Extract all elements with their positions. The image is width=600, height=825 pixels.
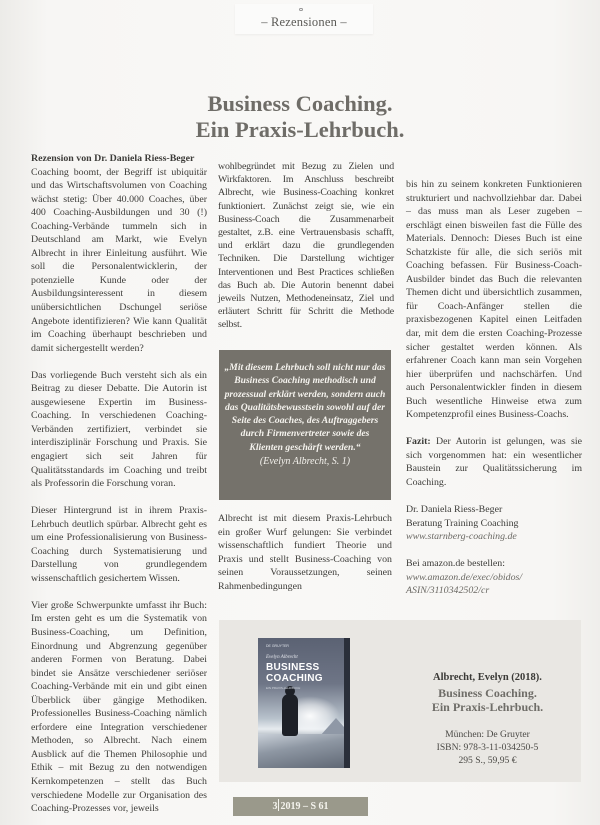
section-label: – Rezensionen – [261,15,347,29]
author-company: Beratung Training Coaching [406,517,519,529]
cover-publisher: DE GRUYTER [266,644,289,648]
fazit-paragraph [406,435,582,489]
footer-year-page: 2019 – S 61 [280,801,329,812]
book-meta [394,728,581,767]
order-label: Bei amazon.de bestellen: [406,558,505,570]
page-marker-icon [299,8,303,11]
quote-source: (Evelyn Albrecht, S. 1) [259,456,351,468]
cover-subtitle: EIN PRAXIS-LEHRBUCH [266,686,301,690]
author-name: Dr. Daniela Riess-Beger [406,504,503,516]
column-2 [218,160,394,340]
paragraph: Albrecht ist mit diesem Praxis-Lehrbuch ein großer Wurf gelungen: Sie verbindet wissenschaftlich fundiert Theorie und Praxis und stellt Business-Coaching von seinen Voraussetzungen, seinen Rahmenbedingungen [218,513,392,592]
cover-author: Evelyn Albrecht [266,655,298,660]
book-reference: Albrecht, Evelyn (2018). [433,672,542,683]
section-header [235,4,373,34]
article-title-line1: Business Coaching. [207,91,393,116]
quote-text: „Mit diesem Lehrbuch soll nicht nur das Business Coaching methodisch und prozessual erklärt werden, sondern auch das Qualitätsbewusstsein sowohl auf der Seite des Coaches, des Auftraggebers durch Firmenvertreter sowie des Klienten geschärft werden.“ [224,362,386,453]
paragraph: Coaching boomt, der Begriff ist ubiquitär und das Wirtschaftsvolumen von Coaching wächst stetig: Über 40.000 Coaches, über 400 Coaching-Ausbildungen und 30 (!) Coaching-Verbände tummeln sich in Deutschland am Markt, wie Evelyn Albrecht in ihrer Einleitung ausführt. Wie soll die Personalentwicklerin, der potenzielle Kunde oder der Ausbildungsinteressent in diesem unübersichtlichen Dschungel seriöse Angebote identifizieren? Wie kann Qualität im Coaching überhaupt beschrieben und damit sichergestellt werden? [31,166,207,354]
paragraph: Das vorliegende Buch versteht sich als ein Beitrag zu dieser Debatte. Die Autorin ist ausgewiesene Expertin im Business-Coaching. In verschiedenen Coaching-Verbänden zertifiziert, verbindet sie interdisziplinär Forschung und Praxis. Sie engagiert sich seit Jahren für Qualitätsstandards im Coaching und treibt als Professorin die Forschung voran. [31,369,207,490]
fazit-text: Der Autorin ist gelungen, was sie sich vorgenommen hat: ein wesentlicher Baustein zur Qualitätssicherung im Coaching. [406,436,582,488]
order-info [406,557,582,598]
paragraph: Dieser Hintergrund ist in ihrem Praxis-Lehrbuch deutlich spürbar. Albrecht geht es um eine Professionalisierung von Business-Coaching durch Systematisierung und Darstellung von grundlegendem wissenschaftlich gesichertem Wissen. [31,505,207,584]
pull-quote [219,350,391,500]
cover-title-line1: BUSINESS [266,662,320,673]
author-signature [406,503,582,544]
cover-title-line2: COACHING [266,673,323,684]
book-title-line2: Ein Praxis-Lehrbuch. [431,700,544,714]
footer-issue: 3 [272,801,278,812]
column-2-continued [218,512,392,607]
page-footer [233,797,368,816]
byline: Rezension von Dr. Daniela Riess-Beger [31,153,195,164]
book-cover-image [258,638,350,768]
column-3 [406,178,582,611]
book-info-panel [219,620,581,782]
amazon-link-line1[interactable]: www.amazon.de/exec/obidos/ [406,571,523,583]
paragraph: bis hin zu seinem konkreten Funktionieren strukturiert und nachvollziehbar dar. Dabei – das muss man als Leser zugeben – erschlägt einen bisweilen fast die Fülle des Materials. Dennoch: Dieses Buch ist eine Schatzkiste für alle, die sich seriös mit Coaching befassen. Für Business-Coach-Ausbilder bindet das Buch die relevanten Themen dicht und übersichtlich zusammen, für Coach-Anfänger stellen die praxisbezogenen Kapitel einen Leitfaden dar, mit dem die ersten Coaching-Prozesse sicher gestaltet werden können. Als erfahrener Coach kann man sein Vorgehen hier überprüfen und nachschärfen. Und auch Personalentwickler finden in diesem Buch wesentliche Hinweise etwa zum Kompetenzprofil eines Business-Coachs. [406,179,582,421]
article-title-line2: Ein Praxis-Lehrbuch. [195,117,405,142]
cover-title [266,662,346,684]
cover-spine-strip [344,638,350,768]
amazon-link-line2[interactable]: ASIN/3110342502/cr [406,585,490,597]
paragraph: wohlbegründet mit Bezug zu Zielen und Wirkfaktoren. Im Anschluss beschreibt Albrecht, wie Business-Coaching konkret funktioniert. Zunächst zeigt sie, wie ein Business-Coach die Zusammenarbeit gestaltet, z.B. eine Vertrauensbasis schafft, und erklärt dazu die grundlegenden Techniken. Die Darstellung wichtiger Interventionen und Best Practices schließen das Buch ab. Die Autorin benennt dabei jeweils Nutzen, Methodeneinsatz, Ziel und erläutert Schritt für Schritt die Methode selbst. [218,161,394,331]
book-details [394,620,581,782]
book-title [394,686,581,714]
fazit-label: Fazit: [406,436,431,448]
paragraph: Vier große Schwerpunkte umfasst ihr Buch: Im ersten geht es um die Systematik von Business-Coaching, um Definition, Einordnung und Abgrenzung gegenüber anderen Formen von Beratung. Dabei bindet sie Ansätze verschiedener seriöser Coaching-Verbände mit ein und gibt einen Überblick über gängige Methodiken. Professionelles Business-Coaching nämlich erfordere eine Integration verschiedener Methoden, so Albrecht. Nach einem Ausblick auf die Themen Philosophie und Ethik – mit Bezug zu den notwendigen Kernkompetenzen – stellt das Buch verschiedene Modelle zur Organisation des Coaching-Prozesses vor, jeweils [31,599,207,815]
cover-snow-ground [258,734,350,768]
author-website-link[interactable]: www.starnberg-coaching.de [406,531,517,543]
book-pages-price: 295 S., 59,95 € [458,755,517,766]
column-1 [31,152,207,825]
cover-hiker-body [282,694,298,736]
book-publisher: München: De Gruyter [445,729,530,740]
book-title-line1: Business Coaching. [438,686,537,700]
book-isbn: ISBN: 978-3-11-034250-5 [436,742,539,753]
article-title [0,91,600,143]
